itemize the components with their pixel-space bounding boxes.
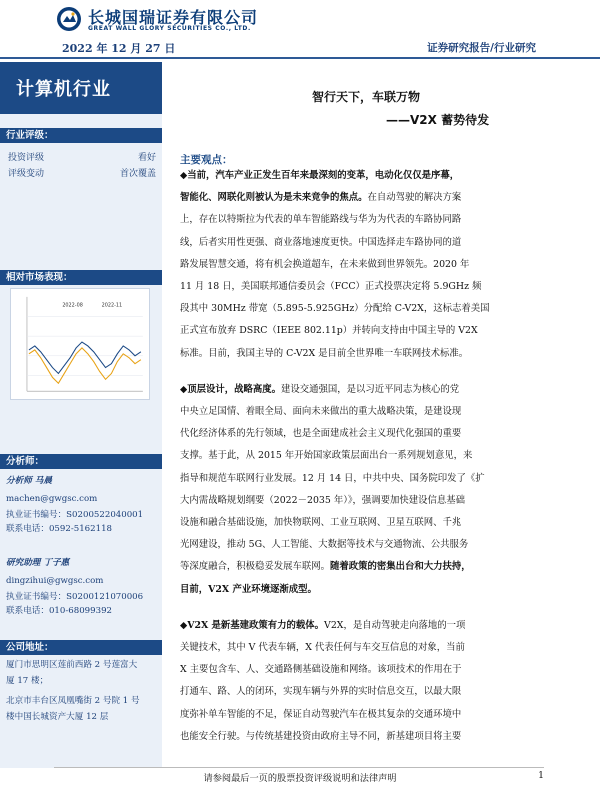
- market-header: 相对市场表现：: [0, 270, 162, 285]
- body-line: [180, 406, 461, 418]
- body-line-text: 正式宣布放弃 DSRC（IEEE 802.11p）并转向支持由中国主导的 V2X: [180, 325, 478, 337]
- body-line-text: 11 月 18 日，美国联邦通信委员会（FCC）正式投票决定将 5.9GHz 频: [180, 281, 482, 292]
- analyst-name: 分析师 马晨: [6, 476, 52, 486]
- relative-performance-chart: [10, 288, 150, 400]
- address-header: 公司地址：: [0, 640, 162, 655]
- body-line-text: 在自动驾驶的解决方案: [367, 192, 462, 204]
- body-line-emphasis: 智能化、网联化则被认为是未来竞争的焦点。: [180, 192, 368, 204]
- body-line-emphasis: 随着政策的密集出台和大力扶持，: [330, 561, 471, 573]
- assistant-name: 研究助理 丁子惠: [6, 558, 70, 568]
- address-line: 北京市丰台区凤凰嘴街 2 号院 1 号: [6, 696, 140, 706]
- chart-label-b: 2022-11: [101, 302, 123, 309]
- body-line: [180, 281, 481, 293]
- rating-value: 看好: [137, 153, 156, 163]
- company-logo-icon: [56, 6, 82, 32]
- body-line-text: 标准。目前，我国主导的 C-V2X 是目前全世界唯一车联网技术标准。: [180, 347, 469, 359]
- body-line: [180, 664, 462, 676]
- footer-divider: [54, 767, 544, 768]
- body-line: [180, 192, 461, 204]
- body-line-emphasis: ◆当前，汽车产业正发生百年来最深刻的变革，电动化仅仅是序幕，: [180, 170, 460, 181]
- body-line-text: 支撑。基于此，从 2015 年开始国家政策层面出台一系列规划意见，来: [180, 450, 473, 462]
- analyst-phone: 联系电话：0592-5162118: [6, 524, 113, 534]
- body-line: [180, 584, 317, 596]
- body-line: [180, 384, 459, 396]
- body-line: [180, 561, 471, 573]
- body-line-text: 上，存在以特斯拉为代表的单车智能路线与华为为代表的车路协同路: [180, 214, 462, 226]
- company-name-cn: 长城国瑞证券有限公司: [88, 8, 259, 27]
- sector-band: [0, 62, 162, 114]
- body-line-emphasis: ◆V2X 是新基建政策有力的载体。: [180, 619, 325, 631]
- body-line-text: 也能安全行驶。与传统基建投资由政府主导不同，新基建项目将主要: [180, 730, 462, 742]
- rating-label: 投资评级: [8, 153, 45, 163]
- address-line: 厦 17 楼；: [6, 676, 49, 686]
- body-line: [180, 303, 489, 315]
- analyst-email[interactable]: machen@gwgsc.com: [6, 494, 98, 504]
- body-line: [180, 325, 478, 337]
- assistant-email[interactable]: dingzihui@gwgsc.com: [6, 576, 104, 586]
- body-line: [180, 517, 461, 529]
- body-line: [180, 428, 461, 440]
- body-line: [180, 642, 465, 654]
- report-header: [0, 0, 600, 60]
- analyst-header: 分析师：: [0, 454, 162, 469]
- rating-header: 行业评级：: [0, 128, 162, 143]
- body-line-text: 打通车、路、人的闭环，实现车辆与外界的实时信息交互，以最大限: [180, 686, 462, 698]
- body-line-text: 中央立足国情、着眼全局、面向未来做出的重大战略决策，是建设现: [180, 406, 462, 417]
- body-line: [180, 237, 461, 249]
- body-line-text: 等深度融合，积极稳妥发展车联网。: [180, 561, 331, 573]
- body-line-text: 指导和规范车联网行业发展。12 月 14 日，中共中央、国务院印发了《扩: [180, 472, 485, 484]
- body-line: [180, 731, 461, 743]
- page-number: 1: [538, 770, 544, 781]
- body-line-text: 路发展智慧交通，将有机会换道超车，在未来做到世界领先。2020 年: [180, 258, 470, 270]
- body-line-text: V2X，是自动驾驶走向落地的一项: [324, 619, 466, 631]
- body-line-emphasis: ◆顶层设计，战略高度。: [180, 383, 281, 395]
- body-line: [180, 170, 459, 182]
- footer-disclaimer: 请参阅最后一页的股票投资评级说明和法律声明: [203, 773, 397, 784]
- rating-label: 评级变动: [8, 169, 45, 179]
- header-divider: [0, 57, 600, 59]
- report-title: 智行天下，车联万物: [312, 90, 421, 104]
- body-line-emphasis: 目前，V2X 产业环境逐渐成型。: [180, 583, 317, 595]
- report-subtitle: ——V2X 蓄势待发: [386, 113, 490, 127]
- company-name-en: GREAT WALL GLORY SECURITIES CO., LTD.: [88, 25, 251, 32]
- sector-title: 计算机行业: [16, 79, 111, 100]
- chart-label-a: 2022-08: [62, 302, 83, 309]
- key-points-heading: 主要观点：: [180, 154, 233, 166]
- analyst-license: 执业证书编号：S0200522040001: [6, 510, 144, 520]
- body-line-text: 段其中 30MHz 带宽（5.895-5.925GHz）分配给 C-V2X，这标志着美国: [180, 303, 490, 315]
- body-line: [180, 214, 461, 226]
- body-line: [180, 259, 469, 271]
- assistant-license: 执业证书编号：S0200121070006: [6, 592, 144, 602]
- body-line-text: X 主要包含车、人、交通路侧基础设施和网络。该项技术的作用在于: [180, 664, 462, 676]
- address-line: 楼中国长城资产大厦 12 层: [6, 712, 109, 722]
- body-line-text: 代化经济体系的先行领域，也是全面建成社会主义现代化强国的重要: [180, 428, 462, 440]
- body-line-text: 设施和融合基础设施，加快物联网、工业互联网、卫星互联网、千兆: [180, 517, 462, 528]
- body-line: [180, 473, 485, 485]
- body-line-text: 关键技术，其中 V 代表车辆，X 代表任何与车交互信息的对象，当前: [180, 642, 465, 653]
- body-line: [180, 709, 461, 721]
- body-line: [180, 686, 461, 698]
- body-line-text: 大内需战略规划纲要（2022－2035 年）》，强调要加快建设信息基础: [180, 494, 466, 506]
- rating-value: 首次覆盖: [119, 169, 156, 179]
- body-line-text: 度弥补单车智能的不足，保证自动驾驶汽车在极其复杂的交通环境中: [180, 708, 462, 720]
- assistant-phone: 联系电话：010-68099392: [6, 606, 113, 616]
- body-line: [180, 450, 472, 462]
- sidebar: [0, 62, 162, 768]
- body-line-text: 线，后者实用性更强、商业落地速度更快。中国选择走车路协同的道: [180, 236, 462, 248]
- body-line-text: 光网建设，推动 5G、人工智能、大数据等技术与交通物流、公共服务: [180, 539, 469, 551]
- body-line: [180, 539, 468, 551]
- body-line-text: 建设交通强国，是以习近平同志为核心的党: [280, 383, 460, 395]
- address-line: 厦门市思明区莲前西路 2 号莲富大: [6, 660, 138, 670]
- body-line: [180, 348, 468, 360]
- body-line: [180, 620, 465, 632]
- body-line: [180, 495, 465, 507]
- report-type: 证券研究报告/行业研究: [427, 42, 536, 54]
- report-date: 2022 年 12 月 27 日: [62, 42, 176, 55]
